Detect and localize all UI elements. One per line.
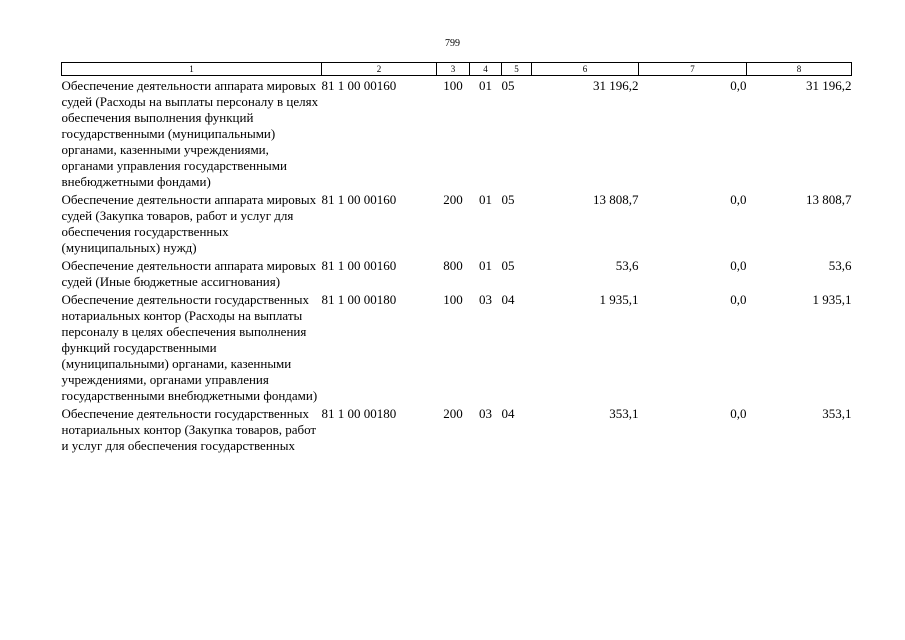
amount-col7: 0,0: [730, 258, 747, 273]
amount-col8: 13 808,7: [806, 192, 852, 207]
amount-col7: 0,0: [730, 78, 747, 93]
target-code: 81 1 00 00180: [321, 406, 397, 421]
amount-col6: 353,1: [609, 406, 639, 421]
expense-type: 100: [443, 292, 463, 307]
column-header: 4: [470, 63, 502, 76]
expense-type: 100: [443, 78, 463, 93]
subsection: 04: [501, 292, 515, 307]
expense-name: Обеспечение деятельности аппарата мировых судей (Расходы на выплаты персоналу в целях обеспечения выполнения функций государственными (муниципальными) органами, казенными учреждениями, органами управления государственными внебюджетными фондами): [61, 78, 319, 189]
subsection: 05: [501, 78, 515, 93]
amount-col7: 0,0: [730, 406, 747, 421]
amount-col7: 0,0: [730, 192, 747, 207]
section: 01: [479, 258, 492, 273]
amount-col7: 0,0: [730, 292, 747, 307]
target-code: 81 1 00 00160: [321, 192, 397, 207]
table-header-row: [62, 63, 852, 76]
table-row: [62, 190, 852, 256]
table-row: [62, 76, 852, 191]
column-header: 3: [437, 63, 470, 76]
table-row: [62, 404, 852, 454]
page-number: 799: [445, 38, 460, 49]
section: 03: [479, 292, 492, 307]
amount-col6: 31 196,2: [593, 78, 639, 93]
column-header: 8: [747, 63, 852, 76]
amount-col8: 353,1: [822, 406, 852, 421]
amount-col6: 1 935,1: [599, 292, 639, 307]
column-header: 7: [639, 63, 747, 76]
amount-col8: 31 196,2: [806, 78, 852, 93]
budget-table: [61, 62, 852, 454]
column-header: 6: [532, 63, 639, 76]
target-code: 81 1 00 00160: [321, 78, 397, 93]
expense-type: 800: [443, 258, 463, 273]
column-header: 1: [62, 63, 322, 76]
section: 01: [479, 78, 492, 93]
column-header: 2: [322, 63, 437, 76]
table-row: [62, 256, 852, 290]
amount-col8: 53,6: [828, 258, 852, 273]
subsection: 05: [501, 192, 515, 207]
expense-name: Обеспечение деятельности аппарата мировых судей (Иные бюджетные ассигнования): [61, 258, 317, 289]
amount-col6: 13 808,7: [593, 192, 639, 207]
target-code: 81 1 00 00180: [321, 292, 397, 307]
target-code: 81 1 00 00160: [321, 258, 397, 273]
subsection: 04: [501, 406, 515, 421]
table-row: [62, 290, 852, 404]
section: 01: [479, 192, 492, 207]
expense-type: 200: [443, 406, 463, 421]
amount-col8: 1 935,1: [812, 292, 852, 307]
column-header: 5: [502, 63, 532, 76]
expense-name: Обеспечение деятельности государственных нотариальных контор (Расходы на выплаты персоналу в целях обеспечения выполнения функций государственными (муниципальными) органами, казенными учреждениями, органами управления государственными внебюджетными фондами): [61, 292, 318, 403]
expense-name: Обеспечение деятельности государственных нотариальных контор (Закупка товаров, работ и услуг для обеспечения государственных: [61, 406, 317, 453]
section: 03: [479, 406, 492, 421]
subsection: 05: [501, 258, 515, 273]
expense-name: Обеспечение деятельности аппарата мировых судей (Закупка товаров, работ и услуг для обеспечения государственных (муниципальных) нужд): [61, 192, 317, 255]
amount-col6: 53,6: [615, 258, 639, 273]
expense-type: 200: [443, 192, 463, 207]
